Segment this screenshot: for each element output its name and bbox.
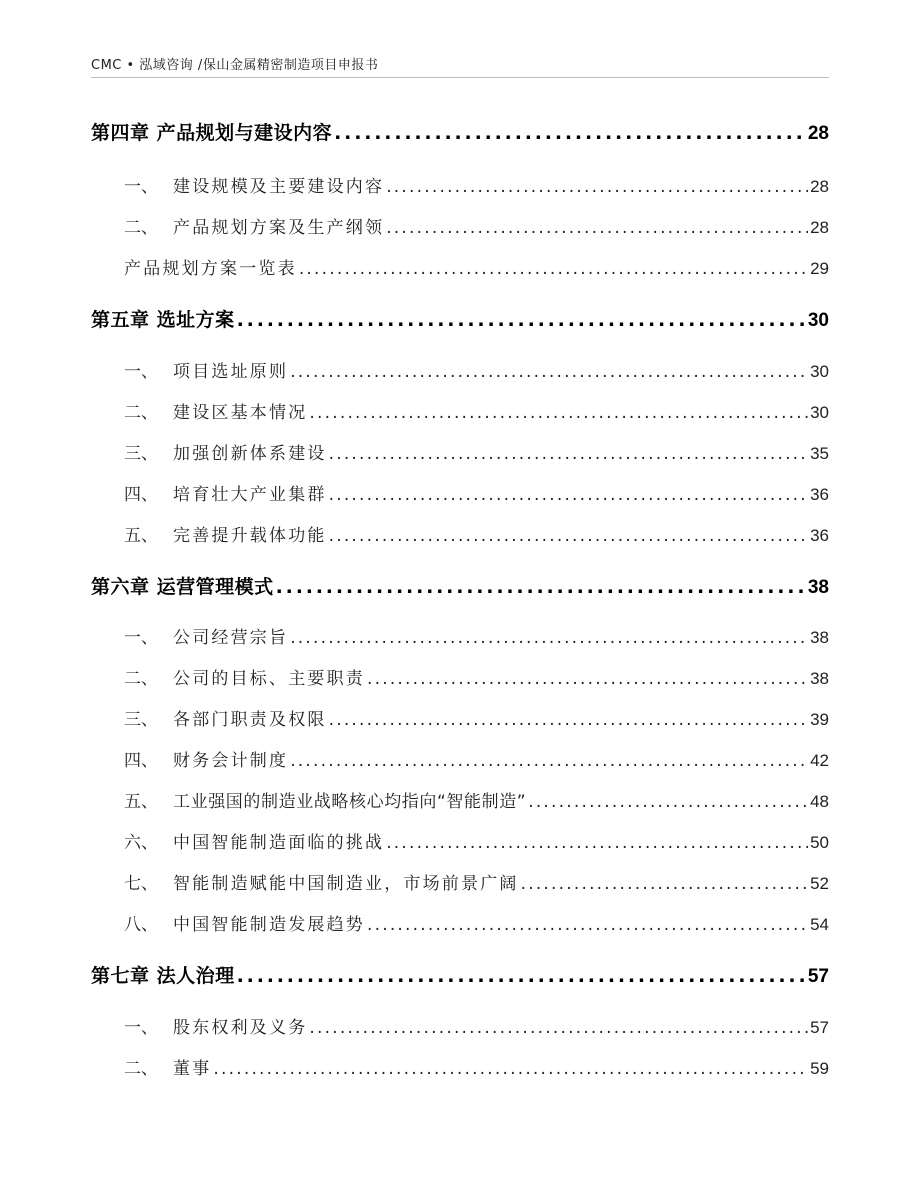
toc-entry-label: 中国智能制造面临的挑战 (173, 833, 385, 853)
dot-leader (386, 220, 808, 237)
toc-entry-number: 一、 (124, 362, 158, 382)
dot-leader (329, 712, 808, 729)
toc-entry-number: 二、 (124, 218, 158, 238)
toc-entry-label: 各部门职责及权限 (173, 710, 327, 730)
toc-entry[interactable] (91, 1060, 829, 1078)
dot-leader (213, 1061, 808, 1078)
dot-leader (237, 311, 806, 330)
toc-entry-label: 培育壮大产业集群 (173, 485, 327, 505)
dot-leader (237, 967, 806, 986)
toc-entry-label: 公司的目标、主要职责 (173, 669, 365, 689)
toc-chapter-4[interactable] (91, 124, 829, 143)
dot-leader (276, 578, 806, 597)
dot-leader (290, 630, 808, 647)
dot-leader (367, 671, 808, 688)
toc-page-number: 29 (810, 259, 829, 278)
toc-entry-label: 完善提升载体功能 (173, 526, 327, 546)
dot-leader (528, 794, 808, 811)
toc-entry[interactable] (91, 486, 829, 504)
toc-entry-number: 三、 (124, 710, 158, 730)
dot-leader (386, 179, 808, 196)
toc-entry-number: 七、 (124, 874, 158, 894)
toc-entry-number: 四、 (124, 751, 158, 771)
toc-entry[interactable] (91, 793, 829, 811)
toc-entry-number: 一、 (124, 628, 158, 648)
table-of-contents (91, 0, 829, 1191)
toc-entry-label: 第七章 法人治理 (91, 965, 235, 987)
toc-page-number: 39 (810, 710, 829, 729)
toc-entry-number: 四、 (124, 485, 158, 505)
toc-entry-number: 二、 (124, 669, 158, 689)
toc-entry-label: 第四章 产品规划与建设内容 (91, 122, 333, 144)
toc-entry[interactable] (91, 711, 829, 729)
toc-chapter-6[interactable] (91, 578, 829, 597)
toc-entry[interactable] (91, 404, 829, 422)
toc-page-number: 42 (810, 751, 829, 770)
toc-entry-label: 第六章 运营管理模式 (91, 576, 274, 598)
toc-page-number: 57 (810, 1018, 829, 1037)
toc-entry-number: 二、 (124, 1059, 158, 1079)
toc-page-number: 38 (807, 577, 829, 598)
toc-entry-number: 一、 (124, 1018, 158, 1038)
toc-page-number: 36 (810, 485, 829, 504)
toc-page-number: 35 (810, 444, 829, 463)
toc-page-number: 30 (807, 310, 829, 331)
toc-entry[interactable] (91, 219, 829, 237)
toc-entry-label: 第五章 选址方案 (91, 309, 235, 331)
dot-leader (290, 364, 808, 381)
dot-leader (329, 446, 808, 463)
toc-page-number: 48 (810, 792, 829, 811)
toc-entry-table[interactable] (91, 260, 829, 278)
toc-entry-number: 五、 (124, 792, 158, 812)
toc-entry[interactable] (91, 445, 829, 463)
toc-page-number: 28 (807, 123, 829, 144)
toc-entry[interactable] (91, 527, 829, 545)
toc-entry-label: 中国智能制造发展趋势 (173, 915, 365, 935)
dot-leader (329, 528, 808, 545)
toc-entry-label: 财务会计制度 (173, 751, 289, 771)
dot-leader (329, 487, 808, 504)
toc-entry-label: 智能制造赋能中国制造业，市场前景广阔 (173, 874, 519, 894)
dot-leader (521, 876, 808, 893)
dot-leader (367, 917, 808, 934)
toc-chapter-5[interactable] (91, 311, 829, 330)
toc-page-number: 54 (810, 915, 829, 934)
toc-entry[interactable] (91, 629, 829, 647)
toc-entry-number: 八、 (124, 915, 158, 935)
toc-entry-number: 五、 (124, 526, 158, 546)
toc-entry[interactable] (91, 178, 829, 196)
toc-entry[interactable] (91, 670, 829, 688)
toc-page-number: 30 (810, 362, 829, 381)
toc-entry-label: 项目选址原则 (173, 362, 289, 382)
toc-page-number: 38 (810, 628, 829, 647)
toc-entry[interactable] (91, 834, 829, 852)
toc-entry-number: 六、 (124, 833, 158, 853)
toc-entry-label: 股东权利及义务 (173, 1018, 308, 1038)
toc-page-number: 52 (810, 874, 829, 893)
toc-entry-number: 三、 (124, 444, 158, 464)
toc-entry[interactable] (91, 1019, 829, 1037)
dot-leader (334, 124, 806, 143)
toc-entry[interactable] (91, 363, 829, 381)
toc-entry-label: 董事 (173, 1059, 212, 1079)
toc-entry-number: 一、 (124, 177, 158, 197)
toc-page-number: 50 (810, 833, 829, 852)
toc-page-number: 59 (810, 1059, 829, 1078)
toc-page-number: 38 (810, 669, 829, 688)
toc-page-number: 30 (810, 403, 829, 422)
dot-leader (386, 835, 808, 852)
running-header: CMC • 泓域咨询 /保山金属精密制造项目申报书 (91, 58, 379, 73)
toc-entry-label: 建设区基本情况 (173, 403, 308, 423)
toc-entry-label: 加强创新体系建设 (173, 444, 327, 464)
dot-leader (309, 1020, 808, 1037)
toc-entry-label: 公司经营宗旨 (173, 628, 289, 648)
toc-entry[interactable] (91, 752, 829, 770)
toc-entry-label: 产品规划方案一览表 (124, 259, 297, 279)
dot-leader (309, 405, 808, 422)
toc-page-number: 28 (810, 177, 829, 196)
dot-leader (290, 753, 808, 770)
dot-leader (299, 261, 808, 278)
toc-page-number: 36 (810, 526, 829, 545)
toc-entry-number: 二、 (124, 403, 158, 423)
toc-chapter-7[interactable] (91, 967, 829, 986)
toc-entry[interactable] (91, 916, 829, 934)
toc-entry-label: 产品规划方案及生产纲领 (173, 218, 385, 238)
toc-entry-label: 建设规模及主要建设内容 (173, 177, 385, 197)
toc-page-number: 28 (810, 218, 829, 237)
toc-entry-label: 工业强国的制造业战略核心均指向“智能制造” (173, 792, 527, 812)
toc-page-number: 57 (807, 966, 829, 987)
toc-entry[interactable] (91, 875, 829, 893)
